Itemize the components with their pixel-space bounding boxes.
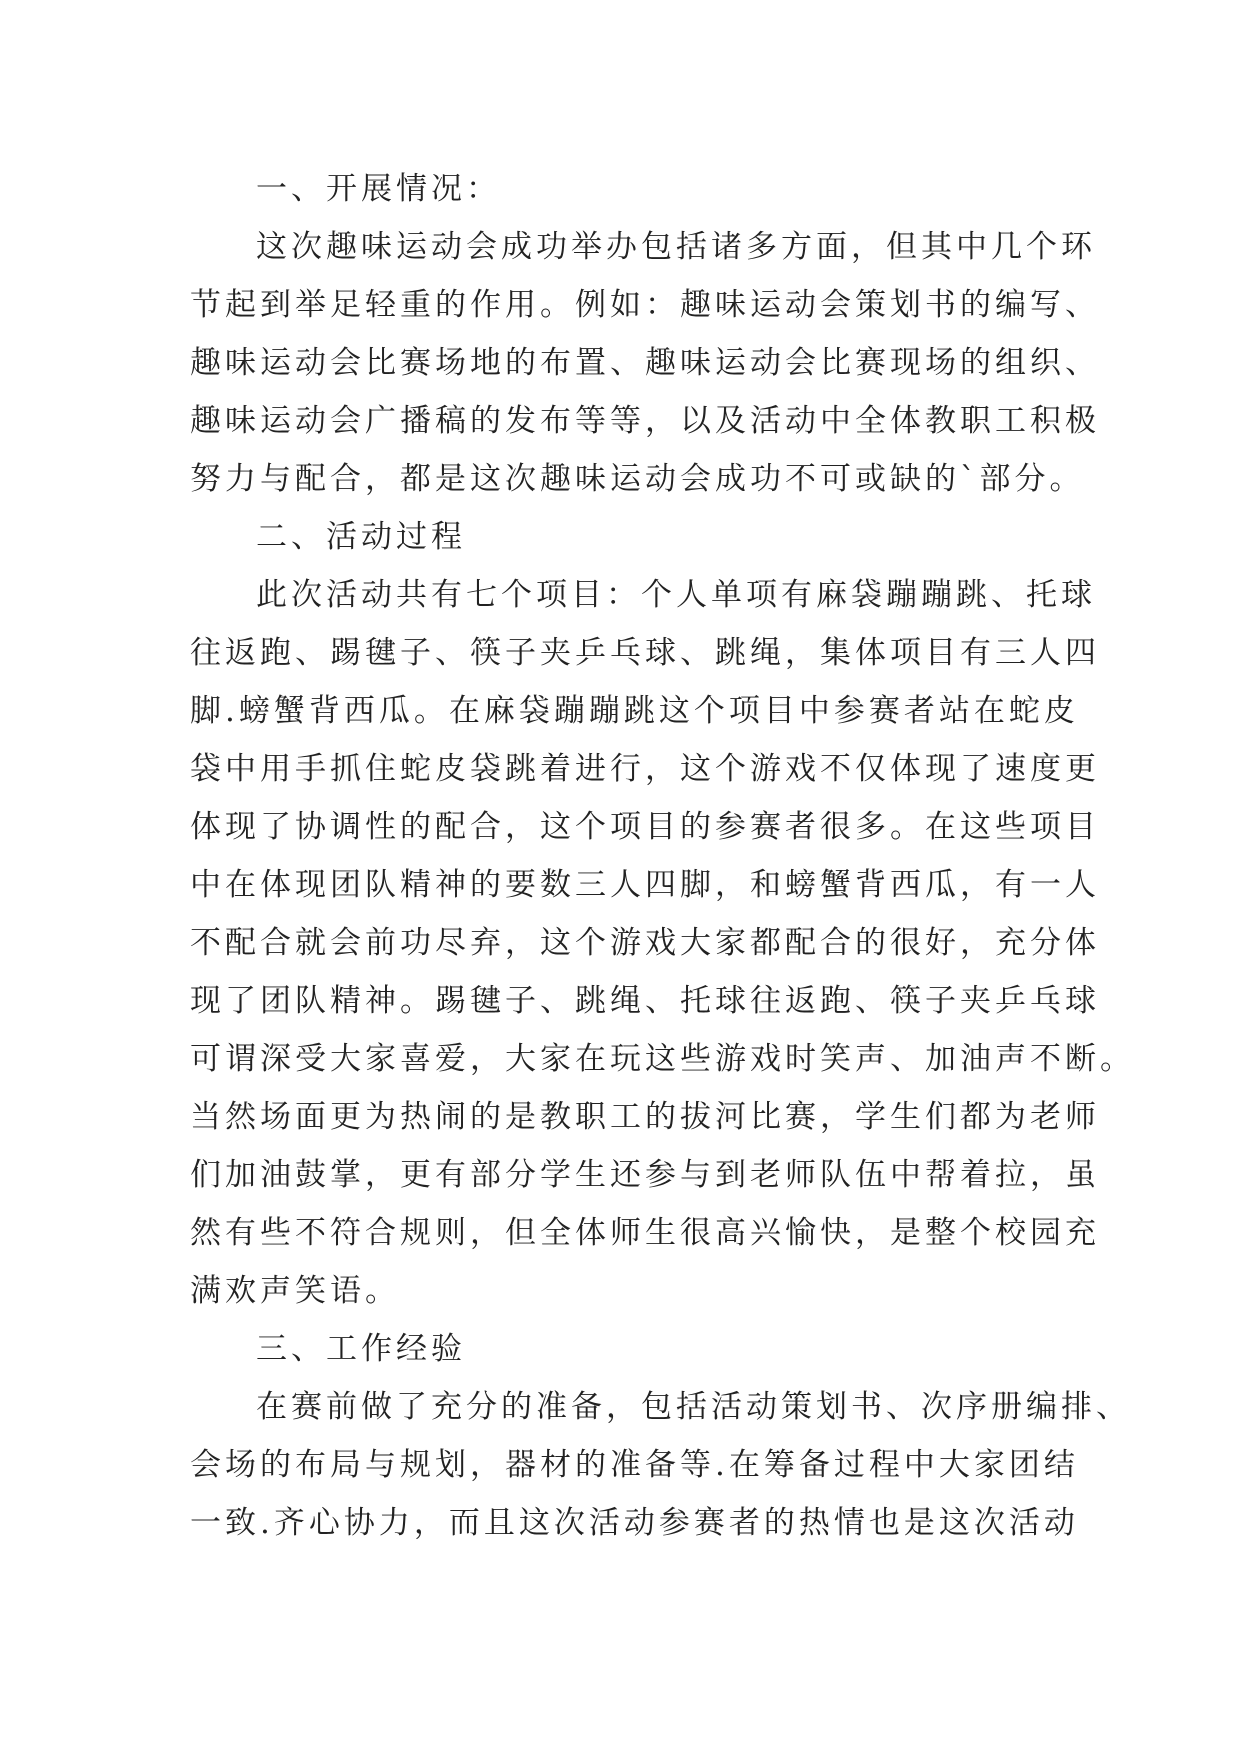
text-line: 然有些不符合规则，但全体师生很高兴愉快，是整个校园充 <box>190 1215 1100 1251</box>
text-line: 趣味运动会广播稿的发布等等，以及活动中全体教职工积极 <box>190 403 1100 439</box>
text-line: 现了团队精神。踢毽子、跳绳、托球往返跑、筷子夹乒乓球 <box>190 983 1100 1019</box>
text-line: 当然场面更为热闹的是教职工的拔河比赛，学生们都为老师 <box>190 1099 1100 1135</box>
document-body <box>190 160 1135 1552</box>
text-line: 会场的布局与规划，器材的准备等.在筹备过程中大家团结 <box>190 1447 1079 1483</box>
text-line: 努力与配合，都是这次趣味运动会成功不可或缺的`部分。 <box>190 461 1085 497</box>
text-line: 节起到举足轻重的作用。例如：趣味运动会策划书的编写、 <box>190 287 1100 323</box>
text-line: 二、活动过程 <box>256 519 466 555</box>
text-line: 一致.齐心协力，而且这次活动参赛者的热情也是这次活动 <box>190 1505 1079 1541</box>
text-line: 不配合就会前功尽弃，这个游戏大家都配合的很好，充分体 <box>190 925 1100 961</box>
text-line: 们加油鼓掌，更有部分学生还参与到老师队伍中帮着拉，虽 <box>190 1157 1100 1193</box>
text-line: 袋中用手抓住蛇皮袋跳着进行，这个游戏不仅体现了速度更 <box>190 751 1100 787</box>
text-line: 可谓深受大家喜爱，大家在玩这些游戏时笑声、加油声不断。 <box>190 1041 1135 1077</box>
text-line: 趣味运动会比赛场地的布置、趣味运动会比赛现场的组织、 <box>190 345 1100 381</box>
text-line: 往返跑、踢毽子、筷子夹乒乓球、跳绳，集体项目有三人四 <box>190 635 1100 671</box>
text-line: 这次趣味运动会成功举办包括诸多方面，但其中几个环 <box>256 229 1096 265</box>
text-line: 在赛前做了充分的准备，包括活动策划书、次序册编排、 <box>256 1389 1131 1425</box>
text-line: 三、工作经验 <box>256 1331 466 1367</box>
text-line: 体现了协调性的配合，这个项目的参赛者很多。在这些项目 <box>190 809 1100 845</box>
text-line: 满欢声笑语。 <box>190 1273 400 1309</box>
text-line: 此次活动共有七个项目：个人单项有麻袋蹦蹦跳、托球 <box>256 577 1096 613</box>
text-line: 中在体现团队精神的要数三人四脚，和螃蟹背西瓜，有一人 <box>190 867 1100 903</box>
text-line: 一、开展情况： <box>256 171 501 207</box>
text-line: 脚.螃蟹背西瓜。在麻袋蹦蹦跳这个项目中参赛者站在蛇皮 <box>190 693 1079 729</box>
